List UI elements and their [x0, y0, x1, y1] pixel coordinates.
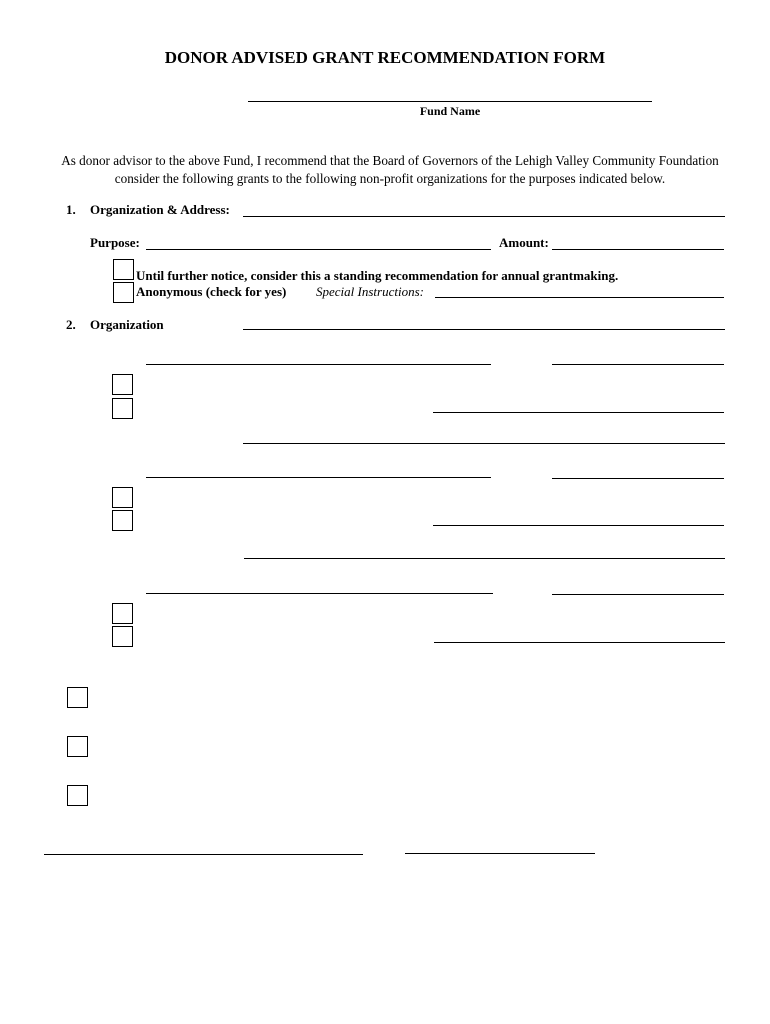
grant1-purpose-field[interactable]: [146, 249, 491, 250]
option-checkbox-1[interactable]: [67, 687, 88, 708]
grant1-special-field[interactable]: [435, 297, 724, 298]
grant1-amount-label: Amount:: [499, 235, 549, 250]
grant1-org-field[interactable]: [243, 216, 725, 217]
grant4-anonymous-checkbox[interactable]: [112, 626, 133, 647]
form-title: DONOR ADVISED GRANT RECOMMENDATION FORM: [164, 48, 606, 67]
grant4-amount-field[interactable]: [552, 594, 724, 595]
grant2-amount-field[interactable]: [552, 364, 724, 365]
grant4-standing-checkbox[interactable]: [112, 603, 133, 624]
grant1-anonymous-label: Anonymous (check for yes): [136, 284, 287, 299]
grant2-anonymous-checkbox[interactable]: [112, 398, 133, 419]
option-checkbox-2[interactable]: [67, 736, 88, 757]
grant1-anonymous-checkbox[interactable]: [113, 282, 134, 303]
grant4-purpose-field[interactable]: [146, 593, 493, 594]
grant1-org-label: Organization & Address:: [90, 202, 230, 217]
grant1-amount-field[interactable]: [552, 249, 724, 250]
option-checkbox-3[interactable]: [67, 785, 88, 806]
grant3-amount-field[interactable]: [552, 478, 724, 479]
grant2-special-field[interactable]: [433, 412, 724, 413]
date-field[interactable]: [405, 853, 595, 854]
grant1-purpose-label: Purpose:: [90, 235, 140, 250]
grant4-org-field[interactable]: [244, 558, 725, 559]
grant1-standing-checkbox[interactable]: [113, 259, 134, 280]
grant2-standing-checkbox[interactable]: [112, 374, 133, 395]
grant2-purpose-field[interactable]: [146, 364, 491, 365]
grant3-anonymous-checkbox[interactable]: [112, 510, 133, 531]
grant2-org-label: Organization: [90, 317, 164, 332]
grant2-org-field[interactable]: [243, 329, 725, 330]
signature-field[interactable]: [44, 854, 363, 855]
grant3-special-field[interactable]: [433, 525, 724, 526]
fund-name-field[interactable]: [248, 101, 652, 102]
grant1-number: 1.: [66, 202, 76, 217]
grant4-special-field[interactable]: [434, 642, 725, 643]
grant1-special-label: Special Instructions:: [316, 284, 424, 299]
intro-paragraph: As donor advisor to the above Fund, I recommend that the Board of Governors of the Lehigh Valley Community Foundation consider the following grants to the following non-profit organizations for the purposes indicated below.: [61, 153, 719, 186]
grant1-standing-label: Until further notice, consider this a standing recommendation for annual grantmaking.: [136, 268, 619, 283]
grant3-org-field[interactable]: [243, 443, 725, 444]
grant3-standing-checkbox[interactable]: [112, 487, 133, 508]
grant3-purpose-field[interactable]: [146, 477, 491, 478]
fund-name-label: Fund Name: [419, 104, 481, 118]
grant2-number: 2.: [66, 317, 76, 332]
